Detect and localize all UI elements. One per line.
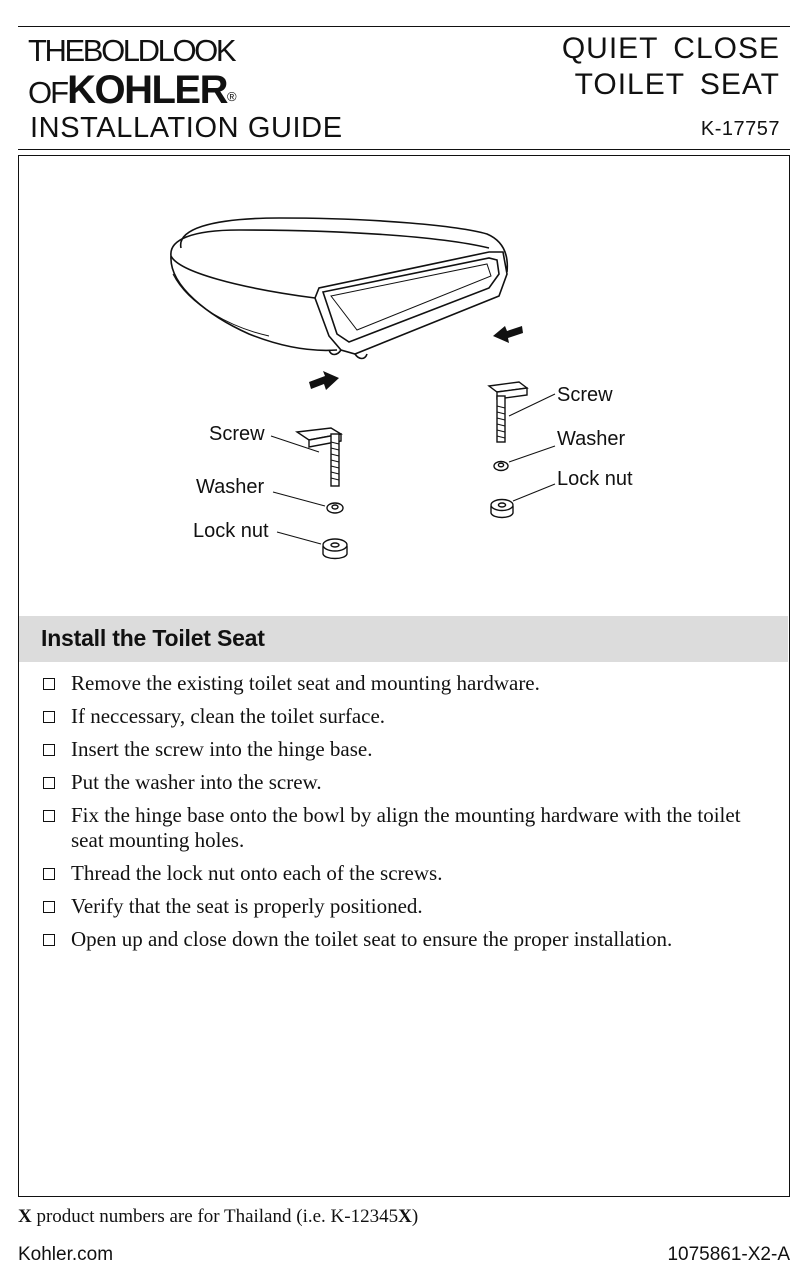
checkbox-icon: [43, 810, 55, 822]
section-header: [19, 616, 788, 662]
footnote-text: product numbers are for Thailand (i.e. K-12345: [31, 1206, 399, 1227]
step-text: Insert the screw into the hinge base.: [71, 737, 373, 761]
left-screw-label: Screw: [209, 423, 265, 445]
footnote-x-suffix: X: [398, 1206, 412, 1227]
step-text: Put the washer into the screw.: [71, 770, 322, 794]
list-item: [39, 894, 774, 919]
document-number: 1075861-X2-A: [667, 1244, 790, 1265]
left-lock-nut-icon: [323, 539, 347, 559]
product-title: [562, 31, 780, 103]
left-washer-icon: [327, 503, 343, 513]
installation-diagram: [19, 156, 788, 611]
model-number: K-17757: [700, 118, 780, 140]
checkbox-icon: [43, 934, 55, 946]
website-link[interactable]: Kohler.com: [18, 1244, 114, 1265]
checkbox-icon: [43, 711, 55, 723]
checkbox-icon: [43, 744, 55, 756]
step-text: Verify that the seat is properly positioned.: [71, 894, 423, 918]
left-washer-label: Washer: [196, 476, 265, 498]
list-item: [39, 861, 774, 886]
brand-of: OF: [28, 75, 68, 110]
step-text: Fix the hinge base onto the bowl by align the mounting hardware with the toilet seat mounting holes.: [71, 803, 741, 852]
step-text: Open up and close down the toilet seat to ensure the proper installation.: [71, 927, 673, 951]
right-lock-nut-label: Lock nut: [557, 468, 633, 490]
product-title-line1: QUIET CLOSE: [561, 32, 780, 65]
toilet-seat-illustration: [171, 218, 507, 359]
footnote-x: X: [18, 1206, 32, 1227]
step-text: If neccessary, clean the toilet surface.: [71, 704, 386, 728]
right-washer-label: Washer: [557, 428, 626, 450]
footnote: [18, 1206, 418, 1228]
registered-mark: ®: [226, 89, 237, 104]
right-screw-label: Screw: [557, 384, 613, 406]
list-item: [39, 671, 774, 696]
checkbox-icon: [43, 868, 55, 880]
right-screw-icon: [489, 382, 527, 442]
list-item: [39, 927, 774, 952]
step-text: Thread the lock nut onto each of the screws.: [71, 861, 443, 885]
content-frame: [18, 155, 790, 1197]
list-item: [39, 737, 774, 762]
step-text: Remove the existing toilet seat and mounting hardware.: [71, 671, 540, 695]
checkbox-icon: [43, 901, 55, 913]
list-item: [39, 803, 774, 853]
checkbox-icon: [43, 777, 55, 789]
right-lock-nut-icon: [491, 500, 513, 518]
left-lock-nut-label: Lock nut: [193, 520, 269, 542]
right-callout-lines: [509, 394, 555, 501]
brand-kohler-wordmark: KOHLER: [67, 68, 227, 112]
guide-label: INSTALLATION GUIDE: [30, 112, 343, 144]
list-item: [39, 704, 774, 729]
left-screw-icon: [297, 428, 341, 486]
section-title: Install the Toilet Seat: [41, 625, 265, 651]
page-header: [18, 26, 790, 150]
footnote-end: ): [411, 1206, 419, 1227]
checkbox-icon: [43, 678, 55, 690]
steps-list: [39, 671, 774, 960]
brand-tagline: THEBOLDLOOK: [28, 33, 235, 68]
right-washer-icon: [494, 462, 508, 471]
list-item: [39, 770, 774, 795]
product-title-line2: TOILET SEAT: [574, 68, 780, 101]
left-callout-lines: [271, 436, 325, 544]
